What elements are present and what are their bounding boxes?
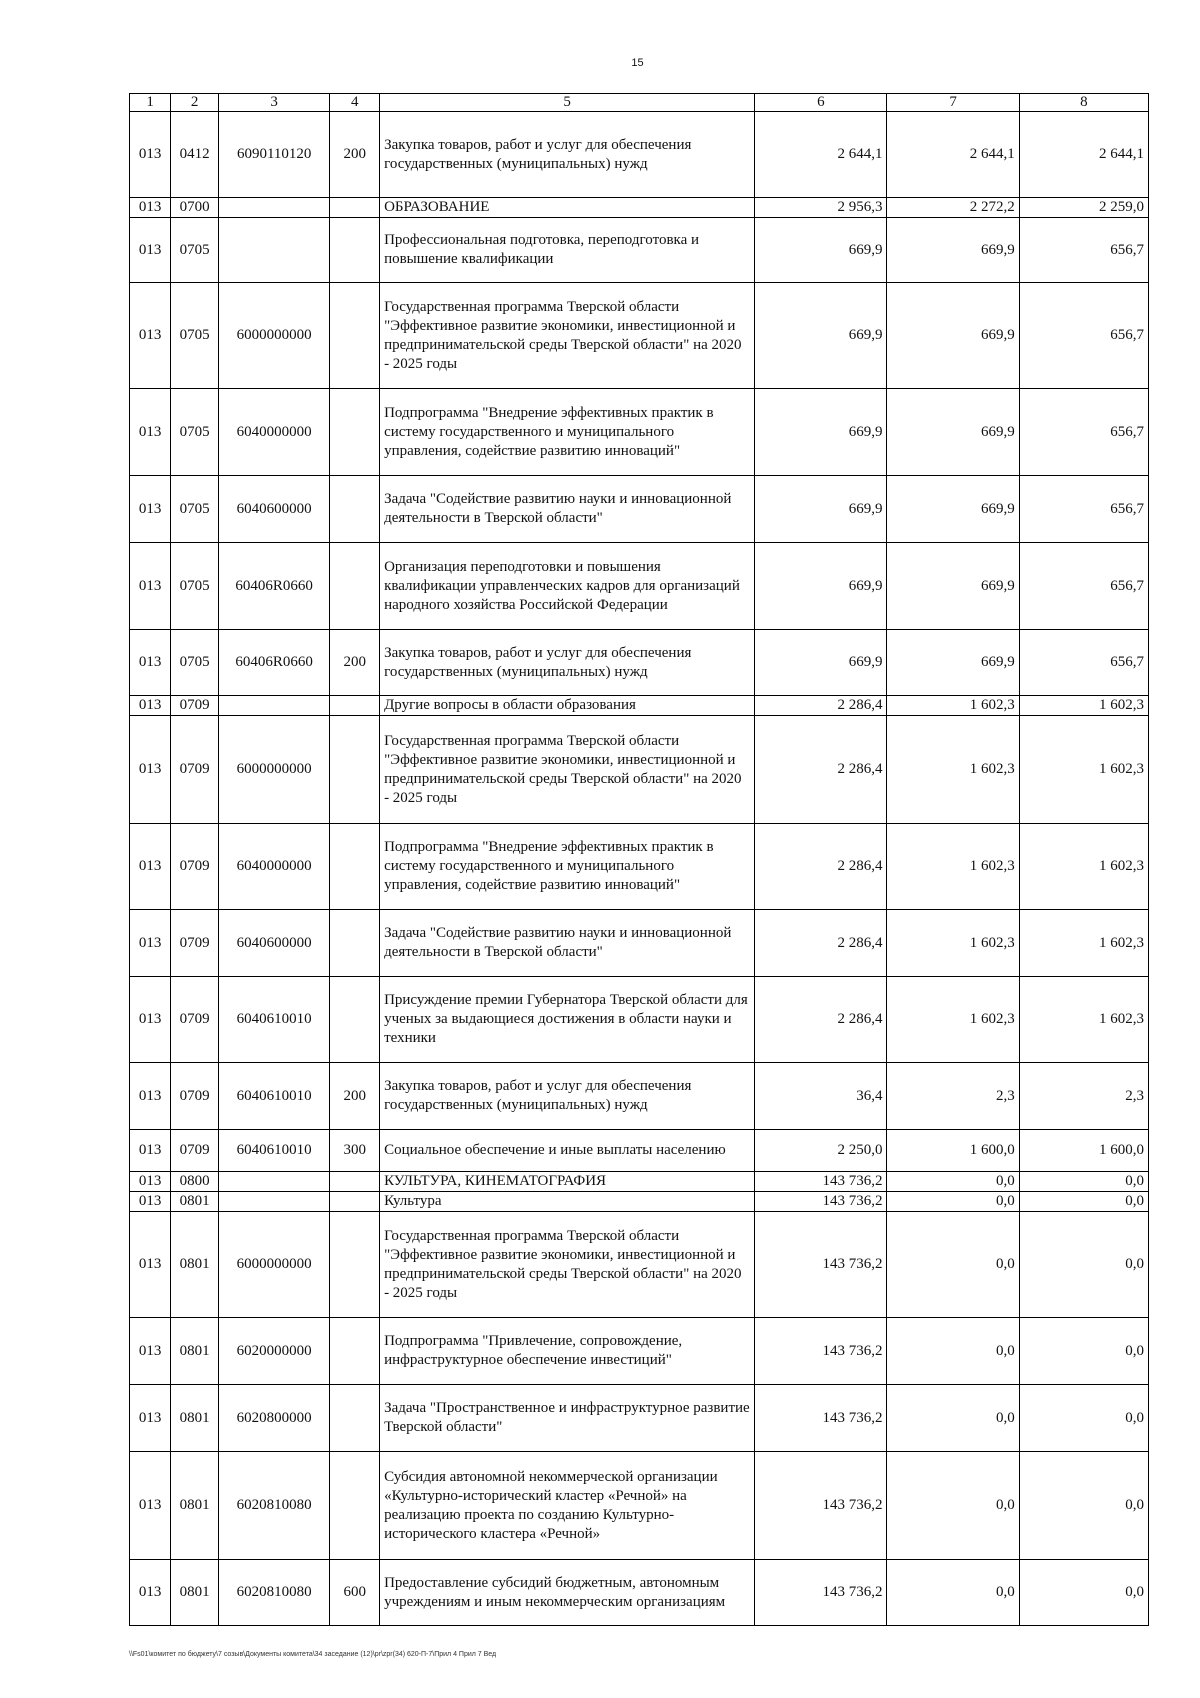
cell-target-article: 6040000000 — [218, 824, 330, 910]
cell-amount-col6: 669,9 — [755, 630, 887, 696]
cell-amount-col8: 656,7 — [1019, 218, 1148, 283]
table-row — [130, 283, 1149, 389]
cell-expense-type: 300 — [330, 1130, 380, 1172]
cell-expense-type — [330, 1385, 380, 1452]
table-row — [130, 1318, 1149, 1385]
cell-amount-col6: 2 286,4 — [755, 716, 887, 824]
cell-amount-col6: 143 736,2 — [755, 1385, 887, 1452]
cell-target-article — [218, 1172, 330, 1192]
cell-expense-type — [330, 716, 380, 824]
cell-amount-col8: 656,7 — [1019, 630, 1148, 696]
cell-name: Другие вопросы в области образования — [380, 696, 755, 716]
cell-name: Подпрограмма "Привлечение, сопровождение, инфраструктурное обеспечение инвестиций" — [380, 1318, 755, 1385]
cell-target-article: 6040610010 — [218, 1063, 330, 1130]
cell-name: Государственная программа Тверской области "Эффективное развитие экономики, инвестиционной и предпринимательской среды Тверской области" на 2020 - 2025 годы — [380, 1212, 755, 1318]
cell-amount-col6: 669,9 — [755, 218, 887, 283]
table-row — [130, 696, 1149, 716]
cell-amount-col6: 2 956,3 — [755, 198, 887, 218]
cell-name: Закупка товаров, работ и услуг для обеспечения государственных (муниципальных) нужд — [380, 112, 755, 198]
cell-ministry-code: 013 — [130, 1318, 171, 1385]
cell-section-code: 0700 — [171, 198, 219, 218]
column-header: 7 — [887, 94, 1019, 112]
cell-ministry-code: 013 — [130, 977, 171, 1063]
column-header: 3 — [218, 94, 330, 112]
cell-amount-col6: 143 736,2 — [755, 1192, 887, 1212]
table-row — [130, 198, 1149, 218]
table-row — [130, 1192, 1149, 1212]
cell-amount-col7: 1 600,0 — [887, 1130, 1019, 1172]
cell-target-article — [218, 696, 330, 716]
cell-expense-type: 600 — [330, 1560, 380, 1626]
cell-expense-type — [330, 1172, 380, 1192]
cell-amount-col7: 0,0 — [887, 1560, 1019, 1626]
cell-target-article — [218, 1192, 330, 1212]
cell-expense-type — [330, 283, 380, 389]
cell-amount-col6: 2 286,4 — [755, 696, 887, 716]
cell-name: Организация переподготовки и повышения квалификации управленческих кадров для организаций народного хозяйства Российской Федерации — [380, 543, 755, 630]
cell-target-article: 6020810080 — [218, 1560, 330, 1626]
cell-amount-col8: 1 600,0 — [1019, 1130, 1148, 1172]
cell-target-article: 6040600000 — [218, 476, 330, 543]
page-number: 15 — [631, 57, 644, 69]
cell-expense-type: 200 — [330, 112, 380, 198]
cell-amount-col6: 143 736,2 — [755, 1318, 887, 1385]
cell-ministry-code: 013 — [130, 716, 171, 824]
table-row — [130, 1212, 1149, 1318]
cell-ministry-code: 013 — [130, 696, 171, 716]
table-row — [130, 824, 1149, 910]
cell-amount-col6: 143 736,2 — [755, 1452, 887, 1560]
cell-section-code: 0709 — [171, 696, 219, 716]
cell-amount-col7: 669,9 — [887, 218, 1019, 283]
cell-amount-col7: 669,9 — [887, 476, 1019, 543]
cell-ministry-code: 013 — [130, 1385, 171, 1452]
cell-target-article: 6020810080 — [218, 1452, 330, 1560]
cell-section-code: 0705 — [171, 476, 219, 543]
cell-amount-col6: 143 736,2 — [755, 1212, 887, 1318]
cell-section-code: 0709 — [171, 1130, 219, 1172]
cell-section-code: 0801 — [171, 1192, 219, 1212]
cell-expense-type — [330, 824, 380, 910]
cell-ministry-code: 013 — [130, 824, 171, 910]
cell-amount-col6: 669,9 — [755, 543, 887, 630]
cell-amount-col7: 0,0 — [887, 1318, 1019, 1385]
cell-expense-type — [330, 696, 380, 716]
cell-target-article: 60406R0660 — [218, 543, 330, 630]
cell-amount-col8: 1 602,3 — [1019, 977, 1148, 1063]
cell-amount-col6: 669,9 — [755, 389, 887, 476]
cell-amount-col7: 0,0 — [887, 1192, 1019, 1212]
cell-section-code: 0709 — [171, 1063, 219, 1130]
cell-name: Субсидия автономной некоммерческой организации «Культурно-исторический кластер «Речной» на реализацию проекта по созданию Культурно-исторического кластера «Речной» — [380, 1452, 755, 1560]
cell-amount-col7: 669,9 — [887, 630, 1019, 696]
column-header: 1 — [130, 94, 171, 112]
cell-ministry-code: 013 — [130, 476, 171, 543]
cell-amount-col7: 0,0 — [887, 1212, 1019, 1318]
cell-expense-type — [330, 910, 380, 977]
cell-ministry-code: 013 — [130, 218, 171, 283]
cell-section-code: 0705 — [171, 283, 219, 389]
cell-amount-col8: 0,0 — [1019, 1212, 1148, 1318]
cell-amount-col8: 0,0 — [1019, 1560, 1148, 1626]
cell-amount-col7: 2 272,2 — [887, 198, 1019, 218]
cell-target-article: 6040000000 — [218, 389, 330, 476]
cell-expense-type — [330, 1192, 380, 1212]
table-row — [130, 1172, 1149, 1192]
cell-amount-col6: 2 250,0 — [755, 1130, 887, 1172]
column-header: 5 — [380, 94, 755, 112]
table-row — [130, 716, 1149, 824]
cell-amount-col8: 0,0 — [1019, 1192, 1148, 1212]
cell-amount-col8: 1 602,3 — [1019, 824, 1148, 910]
cell-target-article: 6020000000 — [218, 1318, 330, 1385]
column-header: 2 — [171, 94, 219, 112]
cell-amount-col6: 2 286,4 — [755, 824, 887, 910]
cell-ministry-code: 013 — [130, 112, 171, 198]
cell-ministry-code: 013 — [130, 630, 171, 696]
cell-ministry-code: 013 — [130, 1192, 171, 1212]
cell-amount-col8: 1 602,3 — [1019, 696, 1148, 716]
cell-amount-col7: 1 602,3 — [887, 824, 1019, 910]
cell-name: Закупка товаров, работ и услуг для обеспечения государственных (муниципальных) нужд — [380, 630, 755, 696]
cell-ministry-code: 013 — [130, 1130, 171, 1172]
cell-amount-col8: 656,7 — [1019, 476, 1148, 543]
cell-target-article: 6000000000 — [218, 283, 330, 389]
cell-section-code: 0801 — [171, 1560, 219, 1626]
cell-name: КУЛЬТУРА, КИНЕМАТОГРАФИЯ — [380, 1172, 755, 1192]
cell-section-code: 0801 — [171, 1318, 219, 1385]
cell-section-code: 0801 — [171, 1452, 219, 1560]
cell-ministry-code: 013 — [130, 1560, 171, 1626]
cell-section-code: 0709 — [171, 716, 219, 824]
cell-expense-type: 200 — [330, 1063, 380, 1130]
cell-amount-col7: 2 644,1 — [887, 112, 1019, 198]
cell-amount-col7: 2,3 — [887, 1063, 1019, 1130]
cell-section-code: 0709 — [171, 910, 219, 977]
cell-amount-col7: 669,9 — [887, 283, 1019, 389]
table-row — [130, 1452, 1149, 1560]
cell-amount-col7: 0,0 — [887, 1452, 1019, 1560]
cell-ministry-code: 013 — [130, 1172, 171, 1192]
cell-expense-type — [330, 1318, 380, 1385]
table-row — [130, 112, 1149, 198]
cell-target-article: 6040610010 — [218, 977, 330, 1063]
cell-amount-col7: 0,0 — [887, 1385, 1019, 1452]
cell-name: Присуждение премии Губернатора Тверской области для ученых за выдающиеся достижения в области науки и техники — [380, 977, 755, 1063]
cell-amount-col8: 1 602,3 — [1019, 910, 1148, 977]
cell-section-code: 0800 — [171, 1172, 219, 1192]
cell-expense-type: 200 — [330, 630, 380, 696]
cell-amount-col8: 656,7 — [1019, 389, 1148, 476]
cell-target-article: 6020800000 — [218, 1385, 330, 1452]
table-row — [130, 218, 1149, 283]
cell-amount-col6: 143 736,2 — [755, 1560, 887, 1626]
cell-target-article: 6000000000 — [218, 1212, 330, 1318]
cell-name: Государственная программа Тверской области "Эффективное развитие экономики, инвестиционной и предпринимательской среды Тверской области" на 2020 - 2025 годы — [380, 283, 755, 389]
cell-name: ОБРАЗОВАНИЕ — [380, 198, 755, 218]
cell-name: Социальное обеспечение и иные выплаты населению — [380, 1130, 755, 1172]
column-header: 4 — [330, 94, 380, 112]
column-header: 6 — [755, 94, 887, 112]
cell-amount-col7: 1 602,3 — [887, 910, 1019, 977]
cell-name: Подпрограмма "Внедрение эффективных практик в систему государственного и муниципального управления, содействие развитию инноваций" — [380, 389, 755, 476]
cell-amount-col7: 669,9 — [887, 543, 1019, 630]
cell-name: Задача "Содействие развитию науки и инновационной деятельности в Тверской области" — [380, 476, 755, 543]
cell-name: Культура — [380, 1192, 755, 1212]
cell-ministry-code: 013 — [130, 1212, 171, 1318]
cell-name: Задача "Содействие развитию науки и инновационной деятельности в Тверской области" — [380, 910, 755, 977]
table-row — [130, 630, 1149, 696]
cell-amount-col6: 669,9 — [755, 283, 887, 389]
cell-amount-col8: 0,0 — [1019, 1318, 1148, 1385]
cell-section-code: 0801 — [171, 1385, 219, 1452]
cell-amount-col7: 1 602,3 — [887, 716, 1019, 824]
cell-name: Подпрограмма "Внедрение эффективных практик в систему государственного и муниципального управления, содействие развитию инноваций" — [380, 824, 755, 910]
cell-name: Профессиональная подготовка, переподготовка и повышение квалификации — [380, 218, 755, 283]
cell-amount-col8: 2 644,1 — [1019, 112, 1148, 198]
cell-target-article — [218, 198, 330, 218]
file-path-footer: \\Fs01\комитет по бюджету\7 созыв\Документы комитета\34 заседание (12)\pr\zpr(34) 620-П-7\Прил 4 Прил 7 Вед — [129, 1651, 497, 1658]
table-row — [130, 389, 1149, 476]
cell-amount-col8: 0,0 — [1019, 1452, 1148, 1560]
table-row — [130, 977, 1149, 1063]
table-row — [130, 1130, 1149, 1172]
cell-name: Предоставление субсидий бюджетным, автономным учреждениям и иным некоммерческим организациям — [380, 1560, 755, 1626]
cell-ministry-code: 013 — [130, 910, 171, 977]
cell-expense-type — [330, 198, 380, 218]
cell-amount-col8: 0,0 — [1019, 1385, 1148, 1452]
cell-target-article: 6000000000 — [218, 716, 330, 824]
table-row — [130, 476, 1149, 543]
cell-amount-col7: 1 602,3 — [887, 977, 1019, 1063]
cell-amount-col8: 2,3 — [1019, 1063, 1148, 1130]
cell-amount-col8: 0,0 — [1019, 1172, 1148, 1192]
cell-name: Государственная программа Тверской области "Эффективное развитие экономики, инвестиционной и предпринимательской среды Тверской области" на 2020 - 2025 годы — [380, 716, 755, 824]
cell-section-code: 0705 — [171, 630, 219, 696]
cell-section-code: 0705 — [171, 389, 219, 476]
cell-amount-col6: 2 286,4 — [755, 977, 887, 1063]
cell-section-code: 0705 — [171, 543, 219, 630]
cell-expense-type — [330, 977, 380, 1063]
cell-expense-type — [330, 389, 380, 476]
cell-amount-col6: 669,9 — [755, 476, 887, 543]
cell-amount-col6: 2 644,1 — [755, 112, 887, 198]
cell-target-article: 6040600000 — [218, 910, 330, 977]
table-row — [130, 1063, 1149, 1130]
cell-expense-type — [330, 1452, 380, 1560]
cell-section-code: 0705 — [171, 218, 219, 283]
column-header: 8 — [1019, 94, 1148, 112]
table-row — [130, 1560, 1149, 1626]
cell-section-code: 0412 — [171, 112, 219, 198]
cell-amount-col8: 1 602,3 — [1019, 716, 1148, 824]
table-header-row — [130, 94, 1149, 112]
cell-amount-col8: 2 259,0 — [1019, 198, 1148, 218]
cell-target-article: 60406R0660 — [218, 630, 330, 696]
cell-amount-col6: 2 286,4 — [755, 910, 887, 977]
cell-name: Задача "Пространственное и инфраструктурное развитие Тверской области" — [380, 1385, 755, 1452]
cell-expense-type — [330, 218, 380, 283]
cell-name: Закупка товаров, работ и услуг для обеспечения государственных (муниципальных) нужд — [380, 1063, 755, 1130]
cell-ministry-code: 013 — [130, 198, 171, 218]
budget-table — [129, 93, 1149, 1626]
cell-amount-col7: 1 602,3 — [887, 696, 1019, 716]
cell-amount-col6: 36,4 — [755, 1063, 887, 1130]
cell-section-code: 0709 — [171, 977, 219, 1063]
cell-ministry-code: 013 — [130, 283, 171, 389]
cell-target-article: 6040610010 — [218, 1130, 330, 1172]
cell-ministry-code: 013 — [130, 1452, 171, 1560]
table-body — [130, 112, 1149, 1626]
table-row — [130, 543, 1149, 630]
cell-amount-col8: 656,7 — [1019, 543, 1148, 630]
cell-expense-type — [330, 1212, 380, 1318]
cell-amount-col7: 669,9 — [887, 389, 1019, 476]
cell-amount-col8: 656,7 — [1019, 283, 1148, 389]
cell-expense-type — [330, 543, 380, 630]
cell-ministry-code: 013 — [130, 1063, 171, 1130]
cell-ministry-code: 013 — [130, 389, 171, 476]
cell-amount-col7: 0,0 — [887, 1172, 1019, 1192]
cell-target-article: 6090110120 — [218, 112, 330, 198]
table-row — [130, 1385, 1149, 1452]
cell-amount-col6: 143 736,2 — [755, 1172, 887, 1192]
cell-section-code: 0709 — [171, 824, 219, 910]
cell-expense-type — [330, 476, 380, 543]
table-row — [130, 910, 1149, 977]
cell-target-article — [218, 218, 330, 283]
cell-ministry-code: 013 — [130, 543, 171, 630]
cell-section-code: 0801 — [171, 1212, 219, 1318]
